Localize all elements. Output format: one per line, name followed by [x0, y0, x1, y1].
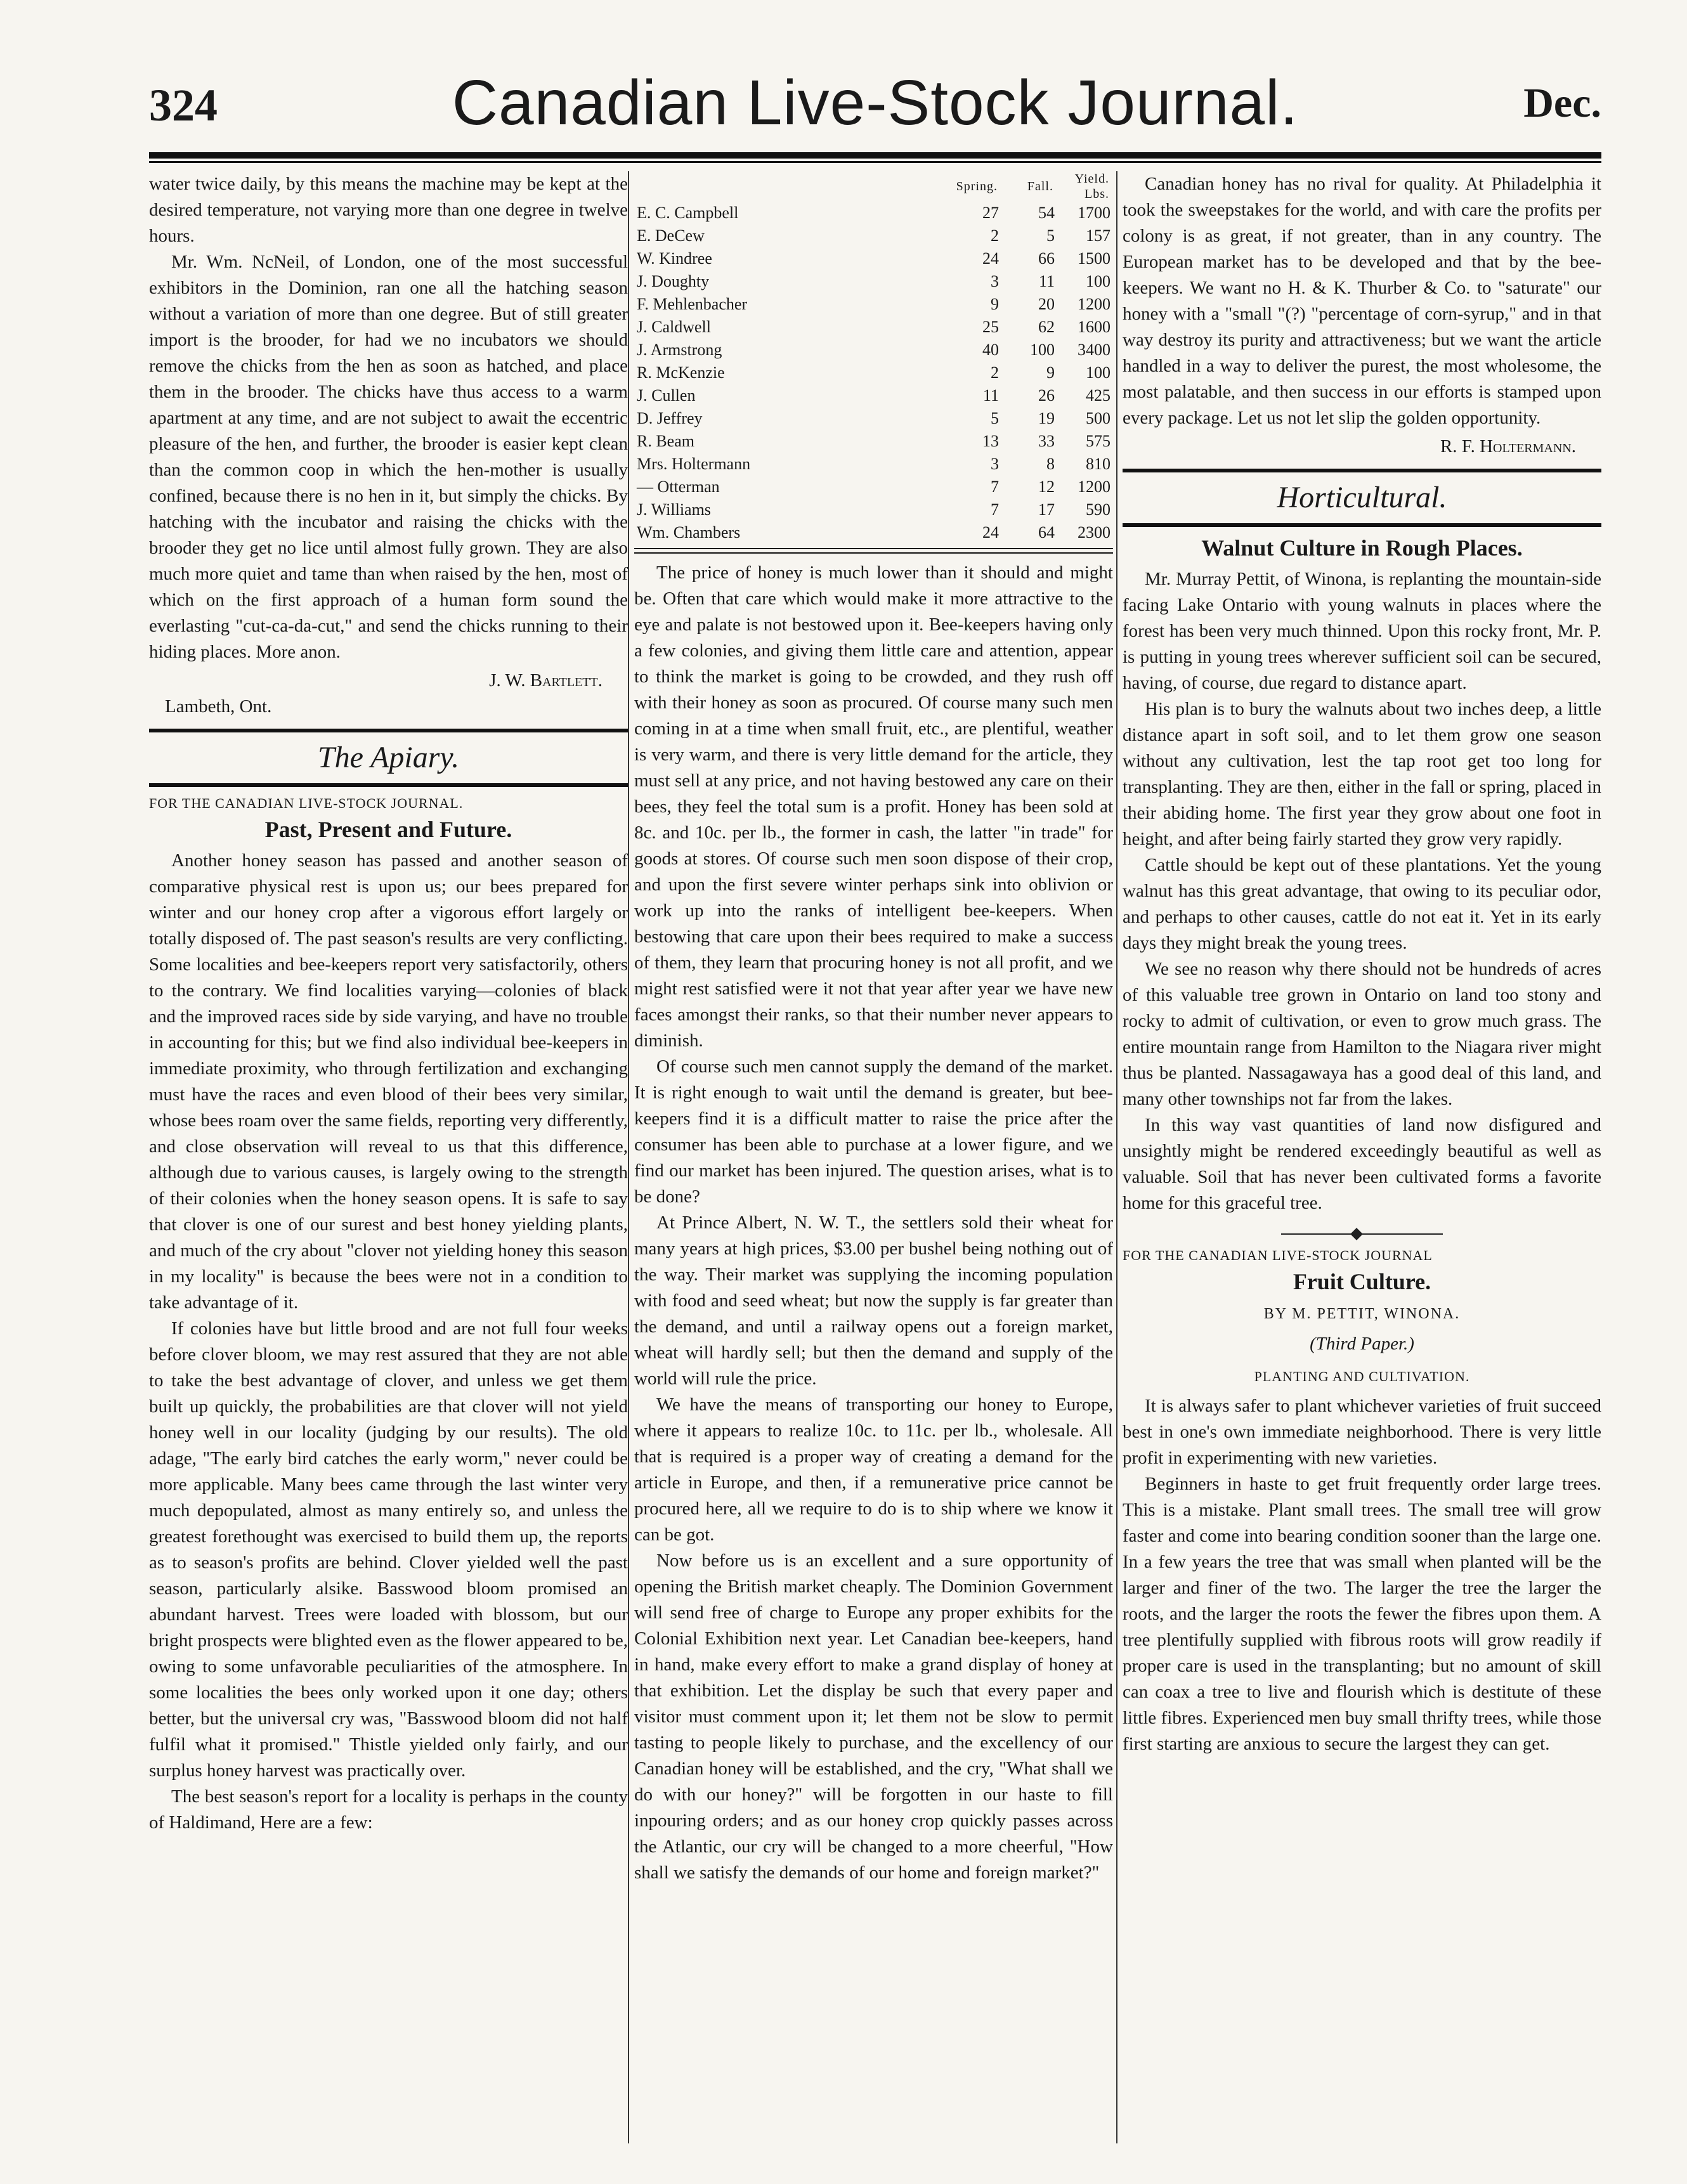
- table-cell-fall: 19: [1038, 409, 1055, 427]
- table-cell-yield: 100: [1086, 272, 1111, 290]
- column-2: [634, 171, 1113, 2143]
- paragraph: At Prince Albert, N. W. T., the settlers sold their wheat for many years at high prices, $3.00 per bushel being nothing out of the way. Their market was supplying the incoming population with food and seed wheat; but now the supply is far greater than the demand, and until a railway opens out a foreign market, wheat will hardly sell; but then the demand and supply of the world will rule the price.: [634, 1212, 1113, 1389]
- journal-title: Canadian Live-Stock Journal.: [452, 67, 1299, 138]
- table-cell-name: J. Williams: [637, 500, 711, 519]
- table-cell-fall: 66: [1038, 249, 1055, 268]
- column-1: [149, 171, 628, 2143]
- table-cell-spring: 3: [991, 455, 999, 473]
- table-cell-fall: 54: [1038, 204, 1055, 222]
- table-cell-spring: 24: [982, 249, 999, 268]
- table-cell-fall: 8: [1046, 455, 1055, 473]
- column-divider: [628, 171, 629, 2143]
- table-cell-spring: 5: [991, 409, 999, 427]
- article-title: Fruit Culture.: [1293, 1269, 1431, 1294]
- table-cell-yield: 157: [1086, 226, 1111, 245]
- page-number: 324: [149, 80, 218, 131]
- table-cell-name: Wm. Chambers: [637, 523, 741, 542]
- issue-month: Dec.: [1523, 80, 1601, 126]
- paragraph: Canadian honey has no rival for quality. At Philadelphia it took the sweepstakes for the world, and with care the profits per colony is as great, if not greater, than in any country. The European market has to be developed and that by the bee-keepers. We want no H. & K. Thurber & Co. to "saturate" our honey with a "small "(?) "percentage of corn-syrup," and in that way destroy its purity and attractiveness; but we want the article handled in a way to deliver the purest, the most wholesome, the most palatable, and then success in our efforts is stamped upon every package. Let us not let slip the golden opportunity.: [1123, 174, 1601, 428]
- table-cell-yield: 1600: [1078, 318, 1111, 336]
- paragraph: It is always safer to plant whichever varieties of fruit succeed best in one's own immediate neighborhood. There is very little profit in experimenting with new varieties.: [1123, 1396, 1601, 1468]
- paragraph: The best season's report for a locality is perhaps in the county of Haldimand, Here are a few:: [149, 1786, 628, 1833]
- table-row: [634, 339, 1113, 361]
- table-row: [634, 521, 1113, 544]
- table-cell-yield: 1700: [1078, 204, 1111, 222]
- table-cell-fall: 5: [1046, 226, 1055, 245]
- paragraph: In this way vast quantities of land now disfigured and unsightly might be rendered exceedingly beautiful as well as valuable. Soil that has never been cultivated forms a favorite home for this graceful tree.: [1123, 1115, 1601, 1213]
- table-row: [634, 476, 1113, 498]
- author-signature: J. W. Bartlett.: [489, 670, 602, 691]
- table-row: [634, 202, 1113, 224]
- table-cell-yield: 1200: [1078, 478, 1111, 496]
- masthead-rule-thin: [149, 161, 1601, 163]
- table-header-row: [634, 171, 1113, 202]
- table-cell-spring: 7: [991, 500, 999, 519]
- table-cell-name: R. Beam: [637, 432, 694, 450]
- column-header: Spring.: [956, 179, 998, 193]
- table-row: [634, 407, 1113, 430]
- table-cell-name: J. Cullen: [637, 386, 696, 405]
- table-cell-fall: 17: [1038, 500, 1055, 519]
- table-cell-fall: 11: [1038, 272, 1055, 290]
- table-cell-fall: 100: [1030, 341, 1055, 359]
- paragraph: water twice daily, by this means the machine may be kept at the desired temperature, not varying more than one degree in twelve hours.: [149, 174, 628, 246]
- table-cell-spring: 24: [982, 523, 999, 542]
- table-row: [634, 224, 1113, 247]
- paragraph: Mr. Wm. NcNeil, of London, one of the most successful exhibitors in the Dominion, ran one all the hatching season without a variation of more than one degree. But of still greater import is the brooder, for had we no incubators we should remove the chicks from the hen as soon as hatched, and place them in the brooder. The chicks have thus access to a warm apartment at any time, and are not subject to await the eccentric pleasure of the hen, and further, the brooder is easier kept clean than the common coop in which the hen-mother is usually confined, because there is no hen in it, but simply the chicks. By hatching with the incubator and raising the chicks with the brooder they get no lice until almost fully grown. They are also much more quiet and tame than when raised by the hen, most of which on the first approach of a human form sound the everlasting "cut-ca-da-cut," and send the chicks running to their hiding places. More anon.: [149, 252, 628, 662]
- table-cell-spring: 13: [982, 432, 999, 450]
- paragraph: We see no reason why there should not be hundreds of acres of this valuable tree grown in Ontario on land too stony and rocky to admit of cultivation, or even to grow much grass. The entire mountain range from Hamilton to the Niagara river might thus be planted. Nassagawaya has a good deal of this land, and many other townships not far from the lakes.: [1123, 959, 1601, 1109]
- table-row: [634, 430, 1113, 453]
- table-cell-name: Mrs. Holtermann: [637, 455, 751, 473]
- table-cell-name: J. Doughty: [637, 272, 710, 290]
- table-row: [634, 270, 1113, 293]
- table-cell-yield: 100: [1086, 363, 1111, 382]
- table-cell-spring: 2: [991, 226, 999, 245]
- section-title-apiary: The Apiary.: [149, 729, 628, 787]
- column-header: Fall.: [1027, 179, 1053, 193]
- column-divider: [1116, 171, 1117, 2143]
- table-cell-spring: 2: [991, 363, 999, 382]
- table-cell-fall: 20: [1038, 295, 1055, 313]
- table-cell-spring: 40: [982, 341, 999, 359]
- table-row: [634, 453, 1113, 476]
- paragraph: If colonies have but little brood and are not full four weeks before clover bloom, we may rest assured that they are not able to take the best advantage of clover, and unless we get them built up quickly, the probabilities are that clover will not yield honey well in our locality (judging by our results). The old adage, "The early bird catches the early worm," never could be more applicable. Many bees came through the last winter very much depopulated, almost as many entirely so, and unless the greatest forethought was exercised to build them up, the reports as to season's profits are behind. Clover yielded well the past season, particularly alsike. Basswood bloom promised an abundant harvest. Trees were loaded with blossom, but our bright prospects were blighted even as the flower appeared to be, owing to some unfavorable peculiarities of the atmosphere. In some localities the bees only worked upon it one day; others better, but the universal cry was, "Basswood bloom did not half fulfil what it promised." Thistle yielded only fairly, and our surplus honey harvest was practically over.: [149, 1318, 628, 1781]
- table-cell-fall: 33: [1038, 432, 1055, 450]
- honey-yield-table: [634, 171, 1113, 544]
- table-cell-yield: 575: [1086, 432, 1111, 450]
- subheading: PLANTING AND CULTIVATION.: [1254, 1368, 1470, 1384]
- section-title-horticultural: Horticultural.: [1123, 469, 1601, 527]
- paragraph: His plan is to bury the walnuts about two inches deep, a little distance apart in soft soil, and to let them grow one season without any cultivation, lest the tap root get too long for transplanting. They are then, either in the fall or spring, placed in their abiding home. The first year they grow about one foot in height, and after being fairly started they grow very rapidly.: [1123, 699, 1601, 849]
- table-cell-name: R. McKenzie: [637, 363, 725, 382]
- table-cell-spring: 27: [982, 204, 999, 222]
- table-cell-spring: 3: [991, 272, 999, 290]
- paragraph: Beginners in haste to get fruit frequently order large trees. This is a mistake. Plant small trees. The small tree will grow faster and come into bearing condition sooner than the large one. In a few years the tree that was small when planted will be the larger and finer of the two. The larger the tree the larger the roots, and the larger the roots the fewer the fibres upon them. A tree plentifully supplied with fibrous roots will grow readily if proper care is used in the transplanting; but no amount of skill can coax a tree to live and flourish which is destitute of these little fibres. Experienced men buy small thrifty trees, while those first starting are anxious to secure the largest they can get.: [1123, 1474, 1601, 1754]
- table-cell-yield: 500: [1086, 409, 1111, 427]
- table-cell-yield: 810: [1086, 455, 1111, 473]
- table-cell-name: J. Caldwell: [637, 318, 711, 336]
- table-cell-fall: 12: [1038, 478, 1055, 496]
- column-3: [1123, 171, 1601, 2143]
- table-cell-name: D. Jeffrey: [637, 409, 703, 427]
- table-cell-yield: 1500: [1078, 249, 1111, 268]
- paragraph: We have the means of transporting our honey to Europe, where it appears to realize 10c. to 11c. per lb., wholesale. All that is required is a proper way of creating a demand for the article in Europe, and then, if a remunerative price cannot be procured here, all we require to do is to ship where we know it can be got.: [634, 1394, 1113, 1545]
- table-cell-name: — Otterman: [637, 478, 720, 496]
- column-header: Yield. Lbs.: [1074, 172, 1109, 201]
- paper-number: (Third Paper.): [1310, 1334, 1414, 1354]
- paragraph: Mr. Murray Pettit, of Winona, is replanting the mountain-side facing Lake Ontario with young walnuts in places where the forest has been very much thinned. Upon this rocky front, Mr. P. is putting in young trees wherever sufficient soil can be secured, having, of course, due regard to distance apart.: [1123, 569, 1601, 693]
- table-cell-fall: 9: [1046, 363, 1055, 382]
- table-cell-name: E. DeCew: [637, 226, 705, 245]
- table-row: [634, 316, 1113, 339]
- masthead: [149, 67, 1601, 140]
- paragraph: Now before us is an excellent and a sure opportunity of opening the British market cheaply. The Dominion Government will send free of charge to Europe any proper exhibits for the Colonial Exhibition next year. Let Canadian bee-keepers, hand in hand, make every effort to make a grand display of honey at that exhibition. Let the display be such that every paper and visitor must comment upon it; let them not be slow to permit tasting to people likely to purchase, and the excellency of our Canadian honey will be established, and the cry, "What shall we do with our honey?" will be forgotten in our haste to fill inpouring orders; and as our honey crop quickly passes across the Atlantic, our cry will be changed to a more cheerful, "How shall we satisfy the demands of our home and foreign market?": [634, 1550, 1113, 1883]
- paragraph: Of course such men cannot supply the demand of the market. It is right enough to wait until the demand is greater, but bee-keepers find it is a difficult matter to raise the price after the consumer has been able to purchase at a lower figure, and we find our market has been injured. The question arises, what is to be done?: [634, 1056, 1113, 1207]
- table-cell-fall: 62: [1038, 318, 1055, 336]
- table-cell-spring: 25: [982, 318, 999, 336]
- table-row: [634, 293, 1113, 316]
- article-title: Past, Present and Future.: [264, 817, 512, 842]
- table-row: [634, 247, 1113, 270]
- paragraph: Cattle should be kept out of these plantations. Yet the young walnut has this great advantage, that owing to its peculiar odor, and perhaps to other causes, cattle do not eat it. Yet in its early days they might break the young trees.: [1123, 855, 1601, 953]
- for-line: FOR THE CANADIAN LIVE-STOCK JOURNAL.: [149, 795, 464, 811]
- table-row: [634, 384, 1113, 407]
- divider-ornament: [1123, 1228, 1601, 1240]
- table-cell-fall: 26: [1038, 386, 1055, 405]
- table-cell-spring: 9: [991, 295, 999, 313]
- table-cell-name: W. Kindree: [637, 249, 712, 268]
- table-cell-yield: 590: [1086, 500, 1111, 519]
- table-cell-spring: 11: [982, 386, 999, 405]
- article-title: Walnut Culture in Rough Places.: [1201, 535, 1523, 561]
- table-rule: [634, 548, 1113, 554]
- table-row: [634, 361, 1113, 384]
- table-cell-name: F. Mehlenbacher: [637, 295, 748, 313]
- byline: BY M. PETTIT, WINONA.: [1263, 1306, 1461, 1322]
- table-cell-yield: 1200: [1078, 295, 1111, 313]
- author-signature: R. F. Holtermann.: [1440, 436, 1576, 457]
- table-cell-name: E. C. Campbell: [637, 204, 739, 222]
- masthead-rule: [149, 152, 1601, 159]
- table-cell-name: J. Armstrong: [637, 341, 722, 359]
- table-cell-fall: 64: [1038, 523, 1055, 542]
- table-cell-yield: 425: [1086, 386, 1111, 405]
- paragraph: Another honey season has passed and another season of comparative physical rest is upon us; our bees prepared for winter and our honey crop after a vigorous effort largely or totally disposed of. The past season's results are very conflicting. Some localities and bee-keepers report very satisfactorily, others to the contrary. We find localities varying—colonies of black and the improved races side by side varying, and have no trouble in accounting for this; but we find also individual bee-keepers in immediate proximity, who through fertilization and exchanging must have the races and even blood of their bees very similar, whose bees roam over the same fields, reporting very differently, and close observation will reveal to us that this difference, although due to various causes, is largely owing to the strength of their colonies when the honey season opens. It is safe to say that clover is one of our surest and best honey yielding plants, and much of the cry about "clover not yielding honey this season in my locality" is because the bees were not in a condition to take advantage of it.: [149, 850, 628, 1313]
- table-cell-spring: 7: [991, 478, 999, 496]
- table-cell-yield: 3400: [1078, 341, 1111, 359]
- table-row: [634, 498, 1113, 521]
- table-cell-yield: 2300: [1078, 523, 1111, 542]
- paragraph: The price of honey is much lower than it should and might be. Often that care which would make it more attractive to the eye and palate is not bestowed upon it. Bee-keepers having only a few colonies, and giving them little care and attention, appear to think the market is going to be crowded, and they rush off with their honey as soon as procured. Of course many such men coming in at a time when small fruit, etc., are plentiful, weather is very warm, and there is very little demand for the article, they must sell at any price, and not having bestowed any care on their bees, they feel the total sum is a profit. Honey has been sold at 8c. and 10c. per lb., the former in cash, the latter "in trade" for goods at stores. Of course such men soon dispose of their crop, and upon the first severe winter perhaps sink into oblivion or work up into the ranks of intelligent bee-keepers. When bestowing that care upon their bees required to make a success of them, they learn that procuring honey is not all profit, and we might rest satisfied were it not that year after year we have new faces amongst their ranks, so that their number never appears to diminish.: [634, 562, 1113, 1051]
- author-place: Lambeth, Ont.: [165, 696, 272, 717]
- for-line: FOR THE CANADIAN LIVE-STOCK JOURNAL: [1123, 1247, 1433, 1263]
